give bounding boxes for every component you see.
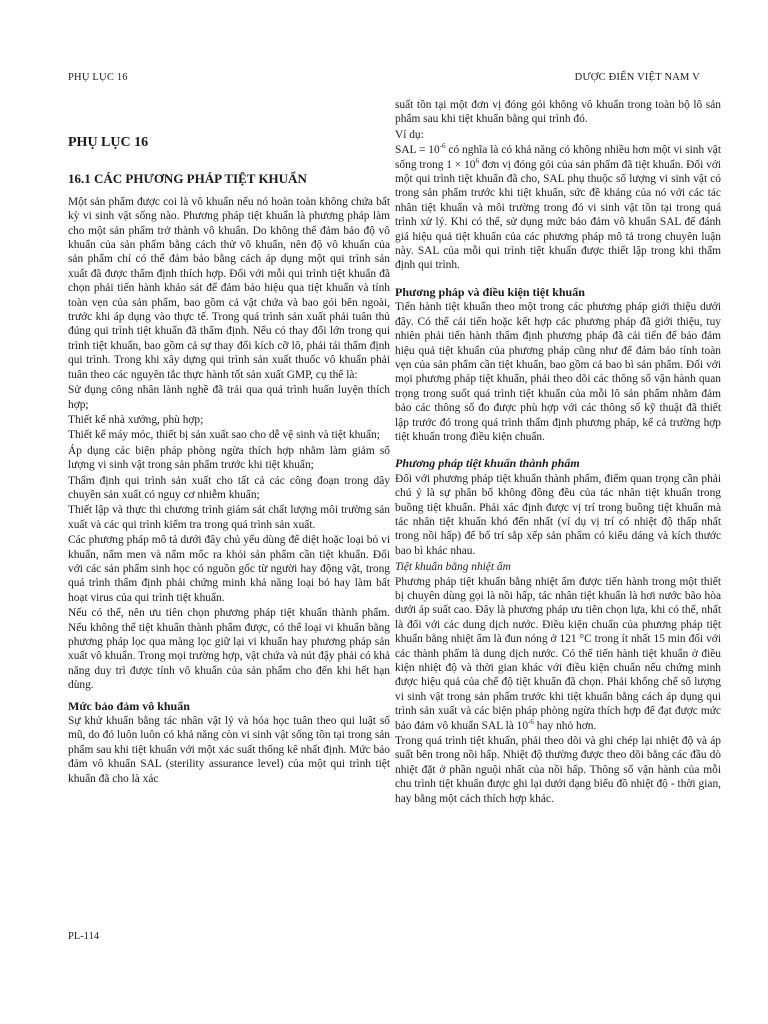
sal-heading: Mức bảo đảm vô khuẩn: [68, 698, 190, 713]
sal-example-text: đơn vị đóng gói của sản phẩm đã tiệt khuẩn. Đối với một qui trình tiệt khuẩn đã cho, SAL phụ thuộc số lượng vi sinh vật có trong sản phẩm trước khi tiệt khuẩn, sức đề kháng của nó với các tác nhân tiệt khuẩn và môi trường trong đó vi sinh vật tồn tại trong quá trình xử lý. Khi có thể, sử dụng mức bảo đảm vô khuẩn SAL để đánh giá hiệu quả tiệt khuẩn của các phương pháp mô tả trong chuyên luận này. SAL của mỗi qui trình tiệt khuẩn được thiết lập trong khi thẩm định qui trình.: [395, 158, 722, 272]
moist-heat-paragraph: [395, 575, 721, 733]
finished-product-heading: Phương pháp tiệt khuẩn thành phẩm: [395, 456, 580, 471]
sal-example-text: SAL = 10: [395, 144, 440, 157]
finished-product-paragraph: Đối với phương pháp tiệt khuẩn thành phẩm, điểm quan trọng cần phải chú ý là sự phân bố không đồng đều của tác nhân tiệt khuẩn trong buồng tiệt khuẩn. Phải xác định được vị trí trong buồng tiệt khuẩn mà tác nhân tiệt khuẩn khó đến nhất (ví dụ vị trí có nhiệt độ thấp nhất trong nồi hấp) để bố trí sắp xếp sản phẩm có kiểu dáng và kích thước bao bì khác nhau.: [395, 472, 721, 557]
preference-paragraph: Nếu có thể, nên ưu tiên chọn phương pháp tiệt khuẩn thành phẩm. Nếu không thể tiệt khuẩn thành phẩm được, có thể loại vi khuẩn bằng phương pháp lọc qua màng lọc giữ lại vi khuẩn hay phương pháp sản xuất vô khuẩn. Trong mọi trường hợp, vật chứa và nút đậy phải có khả năng duy trì được tính vô khuẩn của sản phẩm cho đến khi hết hạn dùng.: [68, 607, 390, 692]
methods-paragraph: Các phương pháp mô tả dưới đây chủ yếu dùng để diệt hoặc loại bỏ vi khuẩn, nấm men và nấm mốc ra khỏi sản phẩm cần tiệt khuẩn. Đối với các sản phẩm sinh học có nguồn gốc từ người hay động vật, trong quá trình thẩm định phải chứng minh khả năng loại bỏ hay làm bất hoạt virus của qui trình tiệt khuẩn.: [68, 534, 390, 604]
section-title: 16.1 CÁC PHƯƠNG PHÁP TIỆT KHUẨN: [68, 171, 307, 187]
header-appendix-label: PHỤ LỤC 16: [68, 72, 128, 83]
moist-heat-exponent: -6: [528, 717, 534, 726]
example-label: Ví dụ:: [395, 128, 424, 141]
gmp-item: Thẩm định qui trình sản xuất cho tất cả các công đoạn trong dây chuyền sản xuất có nguy cơ nhiễm khuẩn;: [68, 474, 390, 501]
gmp-item: Áp dụng các biện pháp phòng ngừa thích hợp nhằm làm giảm số lượng vi sinh vật trong sản phẩm trước khi tiệt khuẩn;: [68, 444, 390, 472]
left-column: [68, 98, 390, 787]
running-header: [68, 72, 700, 83]
gmp-item: Thiết kế máy móc, thiết bị sản xuất sao cho dễ vệ sinh và tiệt khuẩn;: [68, 429, 380, 442]
continued-paragraph: suất tồn tại một đơn vị đóng gói không vô khuẩn trong toàn bộ lô sản phẩm sau khi tiệt khuẩn bằng qui trình đó.: [395, 99, 721, 126]
moist-heat-text: hay nhỏ hơn.: [533, 719, 597, 732]
units-exponent: 6: [475, 156, 479, 165]
right-column: [395, 98, 721, 807]
gmp-item: Thiết lập và thực thi chương trình giám sát chất lượng môi trường sản xuất và các qui trình kiểm tra trong quá trình sản xuất.: [68, 504, 390, 531]
gmp-item: Thiết kế nhà xưởng, phù hợp;: [68, 413, 204, 426]
method-paragraph: Tiến hành tiệt khuẩn theo một trong các phương pháp giới thiệu dưới đây. Có thể cải tiến hoặc kết hợp các phương pháp đã giới thiệu, tuy nhiên phải tiến hành thẩm định phương pháp đã cải tiến để bảo đảm hiệu quả tiệt khuẩn của phương pháp cũng như để đảm bảo tính toàn vẹn của sản phẩm cần tiệt khuẩn, bao gồm cả bao bì sản phẩm. Đối với mọi phương pháp tiệt khuẩn, phải theo dõi các thông số vận hành quan trọng trong suốt quá trình tiệt khuẩn của mỗi lô sản phẩm nhằm đảm bảo các thông số đo được phù hợp với các thông số kỹ thuật đã thiết lập trước đó trong quá trình thẩm định phương pháp, kể cả trường hợp tiệt khuẩn trong điều kiện chuẩn.: [395, 301, 721, 443]
header-book-title: DƯỢC ĐIỂN VIỆT NAM V: [574, 72, 700, 83]
sal-example-paragraph: [395, 143, 721, 273]
sal-paragraph: Sự khử khuẩn bằng tác nhân vật lý và hóa học tuân theo qui luật số mũ, do đó luôn luôn có khả năng còn vi sinh vật sống tồn tại trong sản phẩm sau khi tiệt khuẩn với một xác suất thống kê nhất định. Mức bảo đảm vô khuẩn SAL (sterility assurance level) của một qui trình tiệt khuẩn đã cho là xác: [68, 715, 390, 785]
moist-heat-text: Phương pháp tiệt khuẩn bằng nhiệt ẩm được tiến hành trong một thiết bị chuyên dùng gọi là nồi hấp, tác nhân tiệt khuẩn là hơi nước bão hòa dưới áp suất cao. Đây là phương pháp ưu tiên chọn lựa, khi có thể, nhất là đối với các dung dịch nước. Điều kiện chuẩn của phương pháp tiệt khuẩn bằng nhiệt ẩm là đun nóng ở 121 °C trong ít nhất 15 min đối với các thành phẩm là dung dịch nước. Có thể tiến hành tiệt khuẩn ở điều kiện nhiệt độ và thời gian khác với điều kiện chuẩn nếu chứng minh được hiệu quả của chế độ tiệt khuẩn đã chọn. Phải khống chế số lượng vi sinh vật trong sản phẩm trước khi tiệt khuẩn bằng cách áp dụng qui trình sản xuất và các biện pháp phòng ngừa thích hợp để đạt được mức bảo đảm vô khuẩn SAL là 10: [395, 575, 721, 732]
moist-heat-heading: Tiệt khuẩn bằng nhiệt ẩm: [395, 561, 511, 574]
page-number: PL-114: [68, 931, 100, 942]
method-heading: Phương pháp và điều kiện tiệt khuẩn: [395, 284, 585, 299]
record-paragraph: Trong quá trình tiệt khuẩn, phải theo dõi và ghi chép lại nhiệt độ và áp suất bên trong nồi hấp. Nhiệt độ thường được theo dõi bằng các đầu dò nhiệt đặt ở phần nguội nhất của nồi hấp. Thông số vận hành của mỗi chu trình tiệt khuẩn được ghi lại dưới dạng biểu đồ nhiệt độ - thời gian, hay bằng một cách thích hợp khác.: [395, 735, 721, 805]
sal-example-text: có nghĩa là có khả năng có không nhiều hơn một vi sinh vật sống trong 1 × 10: [395, 144, 721, 171]
intro-paragraph: Một sản phẩm được coi là vô khuẩn nếu nó hoàn toàn không chứa bất kỳ vi sinh vật sống nào. Phương pháp tiệt khuẩn là phương pháp làm cho một sản phẩm trở thành vô khuẩn. Do không thể đảm bảo độ vô khuẩn của sản phẩm bằng cách thử vô khuẩn, nên độ vô khuẩn của sản phẩm chỉ có thể đảm bảo bằng cách áp dụng một qui trình sản xuất đã được thẩm định thích hợp. Đối với mỗi qui trình tiệt khuẩn đã chọn phải tiến hành khảo sát để đảm bảo hiệu qua tiệt khuẩn và tính toàn vẹn của sản phẩm, bao gồm cả vật chứa và bao gói bên ngoài, trước khi áp dụng vào thực tế. Trong quá trình sản xuất phải tuân thủ đúng qui trình tiệt khuẩn đã thẩm định. Nếu có thay đổi lớn trong qui trình tiệt khuẩn, bao gồm cả sự thay đổi kích cỡ lô, phải tái thẩm định qui trình. Trong khi xây dựng qui trình sản xuất thuốc vô khuẩn phải tuân theo các nguyên tắc thực hành tốt sản xuất GMP, cụ thể là:: [68, 195, 390, 381]
gmp-item: Sử dụng công nhân lành nghề đã trải qua quá trình huấn luyện thích hợp;: [68, 384, 390, 411]
sal-exponent: -6: [439, 142, 446, 151]
appendix-title: PHỤ LỤC 16: [68, 135, 149, 150]
